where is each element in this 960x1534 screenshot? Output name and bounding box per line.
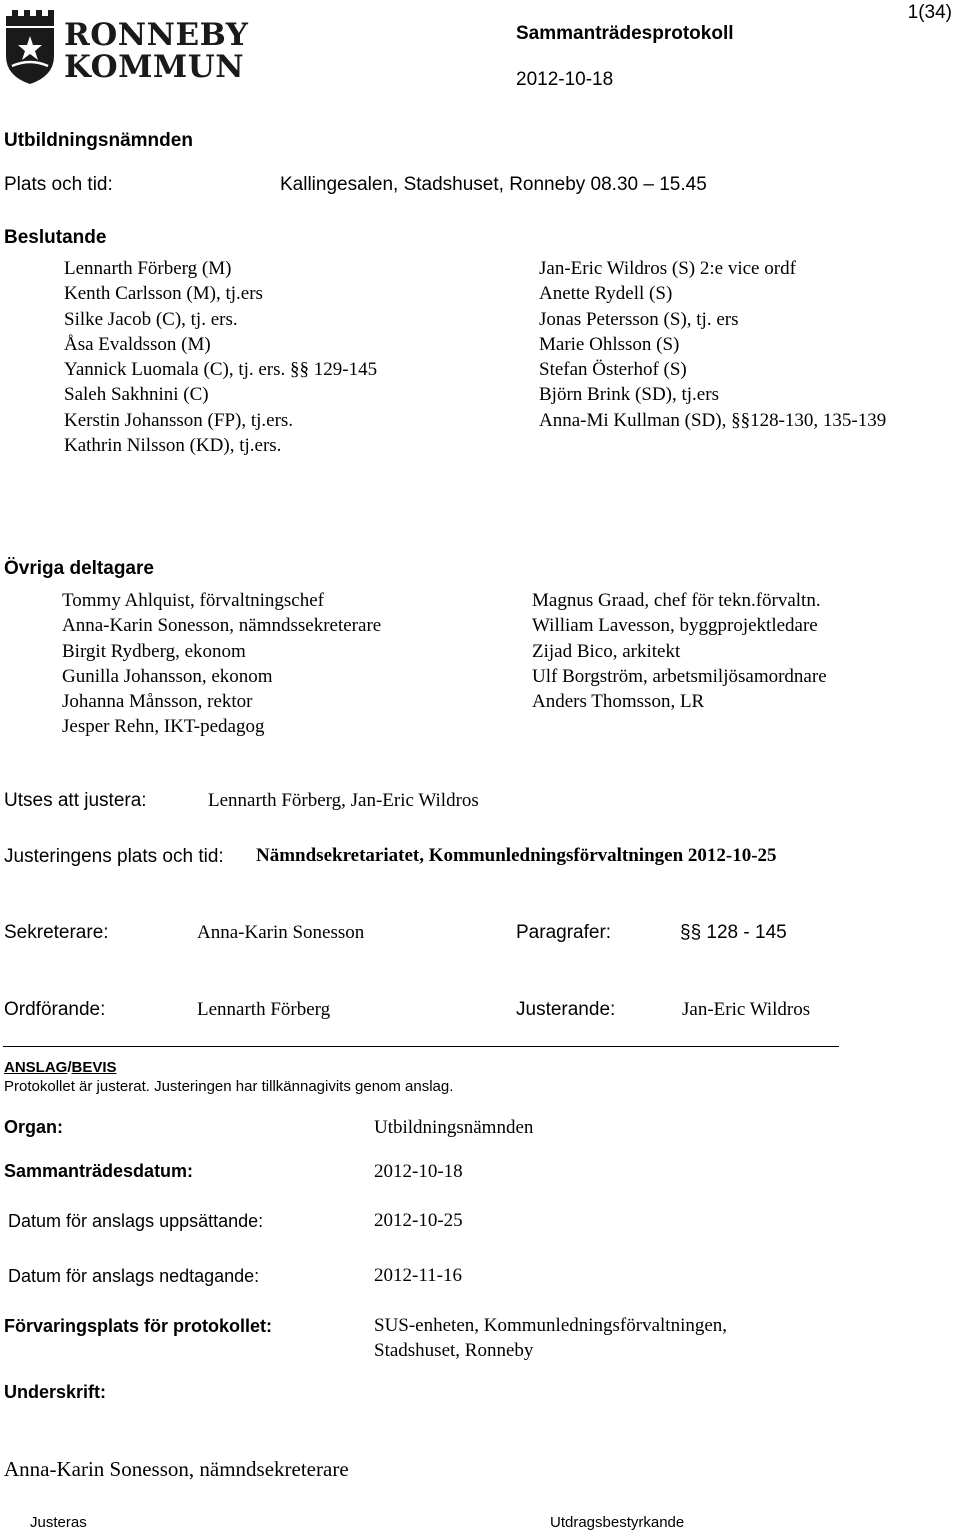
logo-text-line2: KOMMUN xyxy=(64,49,245,85)
list-item: Johanna Månsson, rektor xyxy=(62,691,253,713)
storage-label: Förvaringsplats för protokollet: xyxy=(4,1316,273,1336)
storage-value-line1: SUS-enheten, Kommunledningsförvaltningen, xyxy=(374,1315,728,1336)
paragraphs-value: §§ 128 - 145 xyxy=(680,922,787,943)
secretary-label: Sekreterare: xyxy=(4,922,109,943)
section-divider xyxy=(3,1046,839,1047)
list-item: Anette Rydell (S) xyxy=(539,283,673,305)
coat-of-arms-icon xyxy=(4,6,56,86)
page-number: 1(34) xyxy=(907,2,952,23)
document-date: 2012-10-18 xyxy=(516,69,614,90)
others-list-left xyxy=(62,588,381,740)
notice-heading xyxy=(4,1059,117,1076)
list-item: Jan-Eric Wildros (S) 2:e vice ordf xyxy=(539,258,796,279)
list-item: Gunilla Johansson, ekonom xyxy=(62,665,273,687)
meeting-date-value: 2012-10-18 xyxy=(374,1161,463,1182)
deciding-list-right xyxy=(539,256,886,433)
adjuster-label: Justerande: xyxy=(516,999,616,1020)
removed-date-value: 2012-11-16 xyxy=(374,1265,462,1286)
list-item: Kerstin Johansson (FP), tj.ers. xyxy=(64,409,294,431)
adjuster-value: Jan-Eric Wildros xyxy=(682,999,811,1020)
list-item: Kenth Carlsson (M), tj.ers xyxy=(64,283,263,305)
deciding-list-left xyxy=(64,256,377,458)
list-item: Ulf Borgström, arbetsmiljösamordnare xyxy=(532,665,827,687)
removed-date-label: Datum för anslags nedtagande: xyxy=(8,1266,260,1286)
others-heading: Övriga deltagare xyxy=(4,558,154,579)
list-item: Jonas Petersson (S), tj. ers xyxy=(539,308,739,330)
meeting-date-label: Sammanträdesdatum: xyxy=(4,1161,194,1181)
place-time-value: Kallingesalen, Stadshuset, Ronneby 08.30 – 15.45 xyxy=(280,174,707,195)
place-time-label: Plats och tid: xyxy=(4,174,113,195)
list-item: Saleh Sakhnini (C) xyxy=(64,384,209,406)
notice-text: Protokollet är justerat. Justeringen har tillkännagivits genom anslag. xyxy=(4,1078,454,1095)
posted-date-label: Datum för anslags uppsättande: xyxy=(8,1211,264,1231)
list-item: Tommy Ahlquist, förvaltningschef xyxy=(62,590,325,611)
document-type: Sammanträdesprotokoll xyxy=(516,23,734,44)
footer-utdragsbestyrkande: Utdragsbestyrkande xyxy=(550,1514,685,1531)
list-item: Birgit Rydberg, ekonom xyxy=(62,640,246,662)
list-item: Magnus Graad, chef för tekn.förvaltn. xyxy=(532,590,821,611)
list-item: Anders Thomsson, LR xyxy=(532,691,705,713)
notice-heading-part1: ANSLAG xyxy=(4,1059,68,1076)
chair-label: Ordförande: xyxy=(4,999,106,1020)
organ-value: Utbildningsnämnden xyxy=(374,1117,534,1138)
list-item: Stefan Österhof (S) xyxy=(539,359,687,381)
adjust-place-value: Nämndsekretariatet, Kommunledningsförvaltningen 2012-10-25 xyxy=(256,845,777,866)
others-list-right xyxy=(532,588,827,714)
list-item: Marie Ohlsson (S) xyxy=(539,333,680,355)
list-item: Yannick Luomala (C), tj. ers. §§ 129-145 xyxy=(64,359,378,381)
posted-date-value: 2012-10-25 xyxy=(374,1210,463,1231)
ronneby-kommun-logo xyxy=(4,4,249,90)
list-item: William Lavesson, byggprojektledare xyxy=(532,615,818,637)
paragraphs-label: Paragrafer: xyxy=(516,922,612,943)
organ-label: Organ: xyxy=(4,1117,64,1137)
list-item: Anna-Karin Sonesson, nämndssekreterare xyxy=(62,615,382,637)
notice-heading-part2: BEVIS xyxy=(71,1059,117,1076)
list-item: Lennarth Förberg (M) xyxy=(64,258,232,279)
footer-justeras: Justeras xyxy=(30,1514,87,1531)
signature-name: Anna-Karin Sonesson, nämndsekreterare xyxy=(4,1457,349,1481)
adjust-label: Utses att justera: xyxy=(4,790,147,811)
signature-label: Underskrift: xyxy=(4,1382,107,1402)
adjust-value: Lennarth Förberg, Jan-Eric Wildros xyxy=(208,790,479,811)
adjust-place-label: Justeringens plats och tid: xyxy=(4,846,224,867)
list-item: Åsa Evaldsson (M) xyxy=(64,333,211,355)
logo-text-line1: RONNEBY xyxy=(64,17,249,53)
deciding-heading: Beslutande xyxy=(4,227,107,248)
secretary-value: Anna-Karin Sonesson xyxy=(197,922,365,943)
list-item: Kathrin Nilsson (KD), tj.ers. xyxy=(64,435,282,457)
chair-value: Lennarth Förberg xyxy=(197,999,331,1020)
committee-name: Utbildningsnämnden xyxy=(4,130,193,151)
list-item: Anna-Mi Kullman (SD), §§128-130, 135-139 xyxy=(539,409,887,431)
notice-heading-sep: / xyxy=(67,1059,72,1076)
storage-value-line2: Stadshuset, Ronneby xyxy=(374,1340,534,1361)
list-item: Jesper Rehn, IKT-pedagog xyxy=(62,716,265,738)
list-item: Zijad Bico, arkitekt xyxy=(532,640,681,662)
list-item: Silke Jacob (C), tj. ers. xyxy=(64,308,238,330)
list-item: Björn Brink (SD), tj.ers xyxy=(539,384,719,406)
